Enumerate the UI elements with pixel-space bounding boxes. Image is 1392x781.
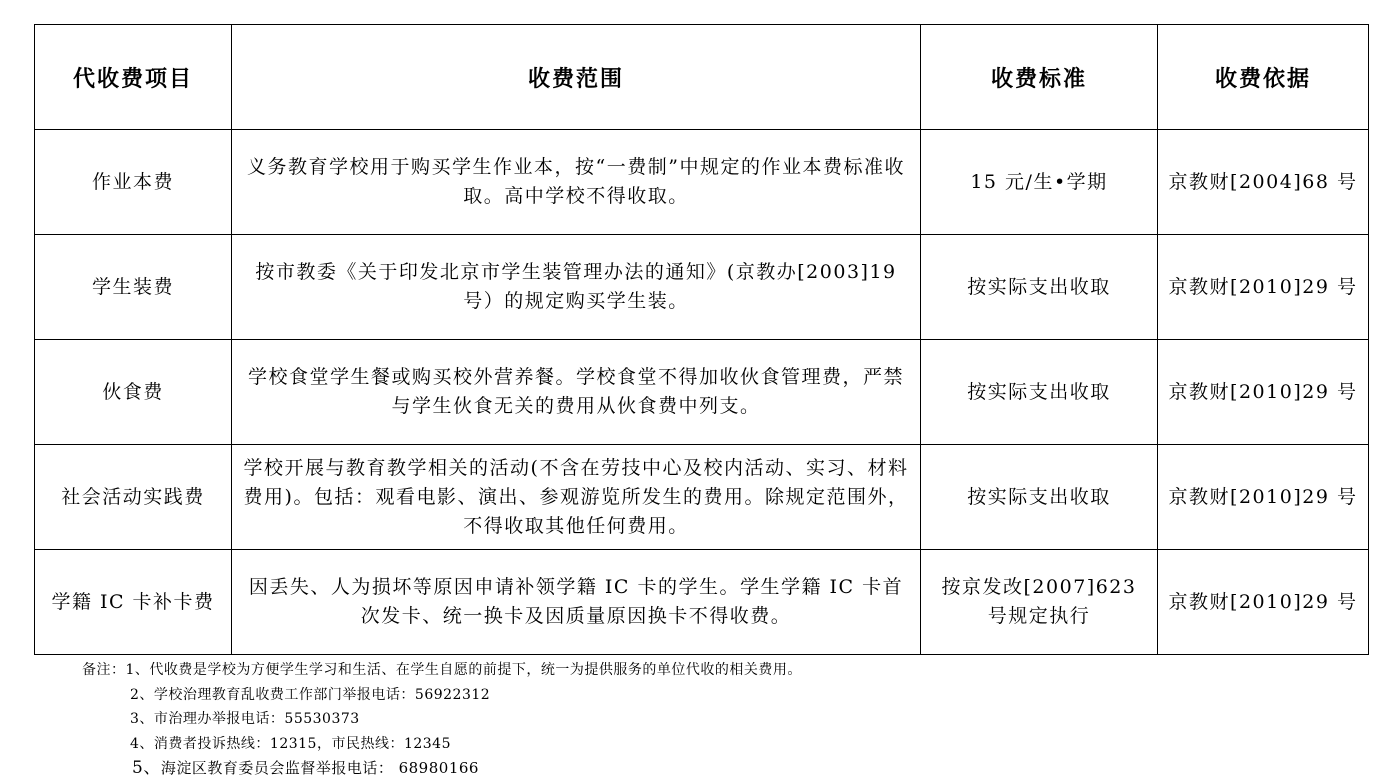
header-item: 代收费项目 xyxy=(35,25,232,130)
note-line-5 xyxy=(82,756,802,781)
cell-item: 伙食费 xyxy=(35,340,232,445)
cell-basis: 京教财[2010]29 号 xyxy=(1158,550,1369,655)
cell-item: 学籍 IC 卡补卡费 xyxy=(35,550,232,655)
header-basis: 收费依据 xyxy=(1158,25,1369,130)
note-line-5-text: 海淀区教育委员会监督举报电话： 68980166 xyxy=(160,759,479,777)
note-line-3: 3、市治理办举报电话：55530373 xyxy=(130,711,360,727)
note-line-5-number: 5、 xyxy=(132,758,161,778)
header-standard: 收费标准 xyxy=(921,25,1158,130)
cell-scope: 按市教委《关于印发北京市学生装管理办法的通知》(京教办[2003]19 号）的规定购买学生装。 xyxy=(232,235,921,340)
table-row xyxy=(35,340,1369,445)
cell-basis: 京教财[2010]29 号 xyxy=(1158,235,1369,340)
cell-standard: 15 元/生•学期 xyxy=(921,130,1158,235)
cell-item: 学生装费 xyxy=(35,235,232,340)
fee-table xyxy=(34,24,1369,655)
cell-scope: 学校开展与教育教学相关的活动(不含在劳技中心及校内活动、实习、材料费用)。包括：观看电影、演出、参观游览所发生的费用。除规定范围外，不得收取其他任何费用。 xyxy=(232,445,921,550)
cell-basis: 京教财[2010]29 号 xyxy=(1158,445,1369,550)
note-line-2: 2、学校治理教育乱收费工作部门举报电话：56922312 xyxy=(130,686,491,703)
cell-standard: 按实际支出收取 xyxy=(921,340,1158,445)
table-row xyxy=(35,445,1369,550)
cell-item: 社会活动实践费 xyxy=(35,445,232,550)
cell-basis: 京教财[2010]29 号 xyxy=(1158,340,1369,445)
table-row xyxy=(35,550,1369,655)
cell-standard: 按实际支出收取 xyxy=(921,445,1158,550)
cell-item: 作业本费 xyxy=(35,130,232,235)
table-row xyxy=(35,130,1369,235)
cell-standard: 按实际支出收取 xyxy=(921,235,1158,340)
notes-section xyxy=(82,658,802,781)
cell-scope: 学校食堂学生餐或购买校外营养餐。学校食堂不得加收伙食管理费，严禁与学生伙食无关的费用从伙食费中列支。 xyxy=(232,340,921,445)
cell-basis: 京教财[2004]68 号 xyxy=(1158,130,1369,235)
cell-scope: 义务教育学校用于购买学生作业本，按“一费制”中规定的作业本费标准收取。高中学校不得收取。 xyxy=(232,130,921,235)
note-line-1: 备注：1、代收费是学校为方便学生学习和生活、在学生自愿的前提下，统一为提供服务的单位代收的相关费用。 xyxy=(82,662,802,678)
cell-scope: 因丢失、人为损坏等原因申请补领学籍 IC 卡的学生。学生学籍 IC 卡首次发卡、统一换卡及因质量原因换卡不得收费。 xyxy=(232,550,921,655)
table-header-row xyxy=(35,25,1369,130)
cell-standard: 按京发改[2007]623 号规定执行 xyxy=(921,550,1158,655)
header-scope: 收费范围 xyxy=(232,25,921,130)
note-line-4: 4、消费者投诉热线：12315，市民热线：12345 xyxy=(130,735,451,752)
table-row xyxy=(35,235,1369,340)
